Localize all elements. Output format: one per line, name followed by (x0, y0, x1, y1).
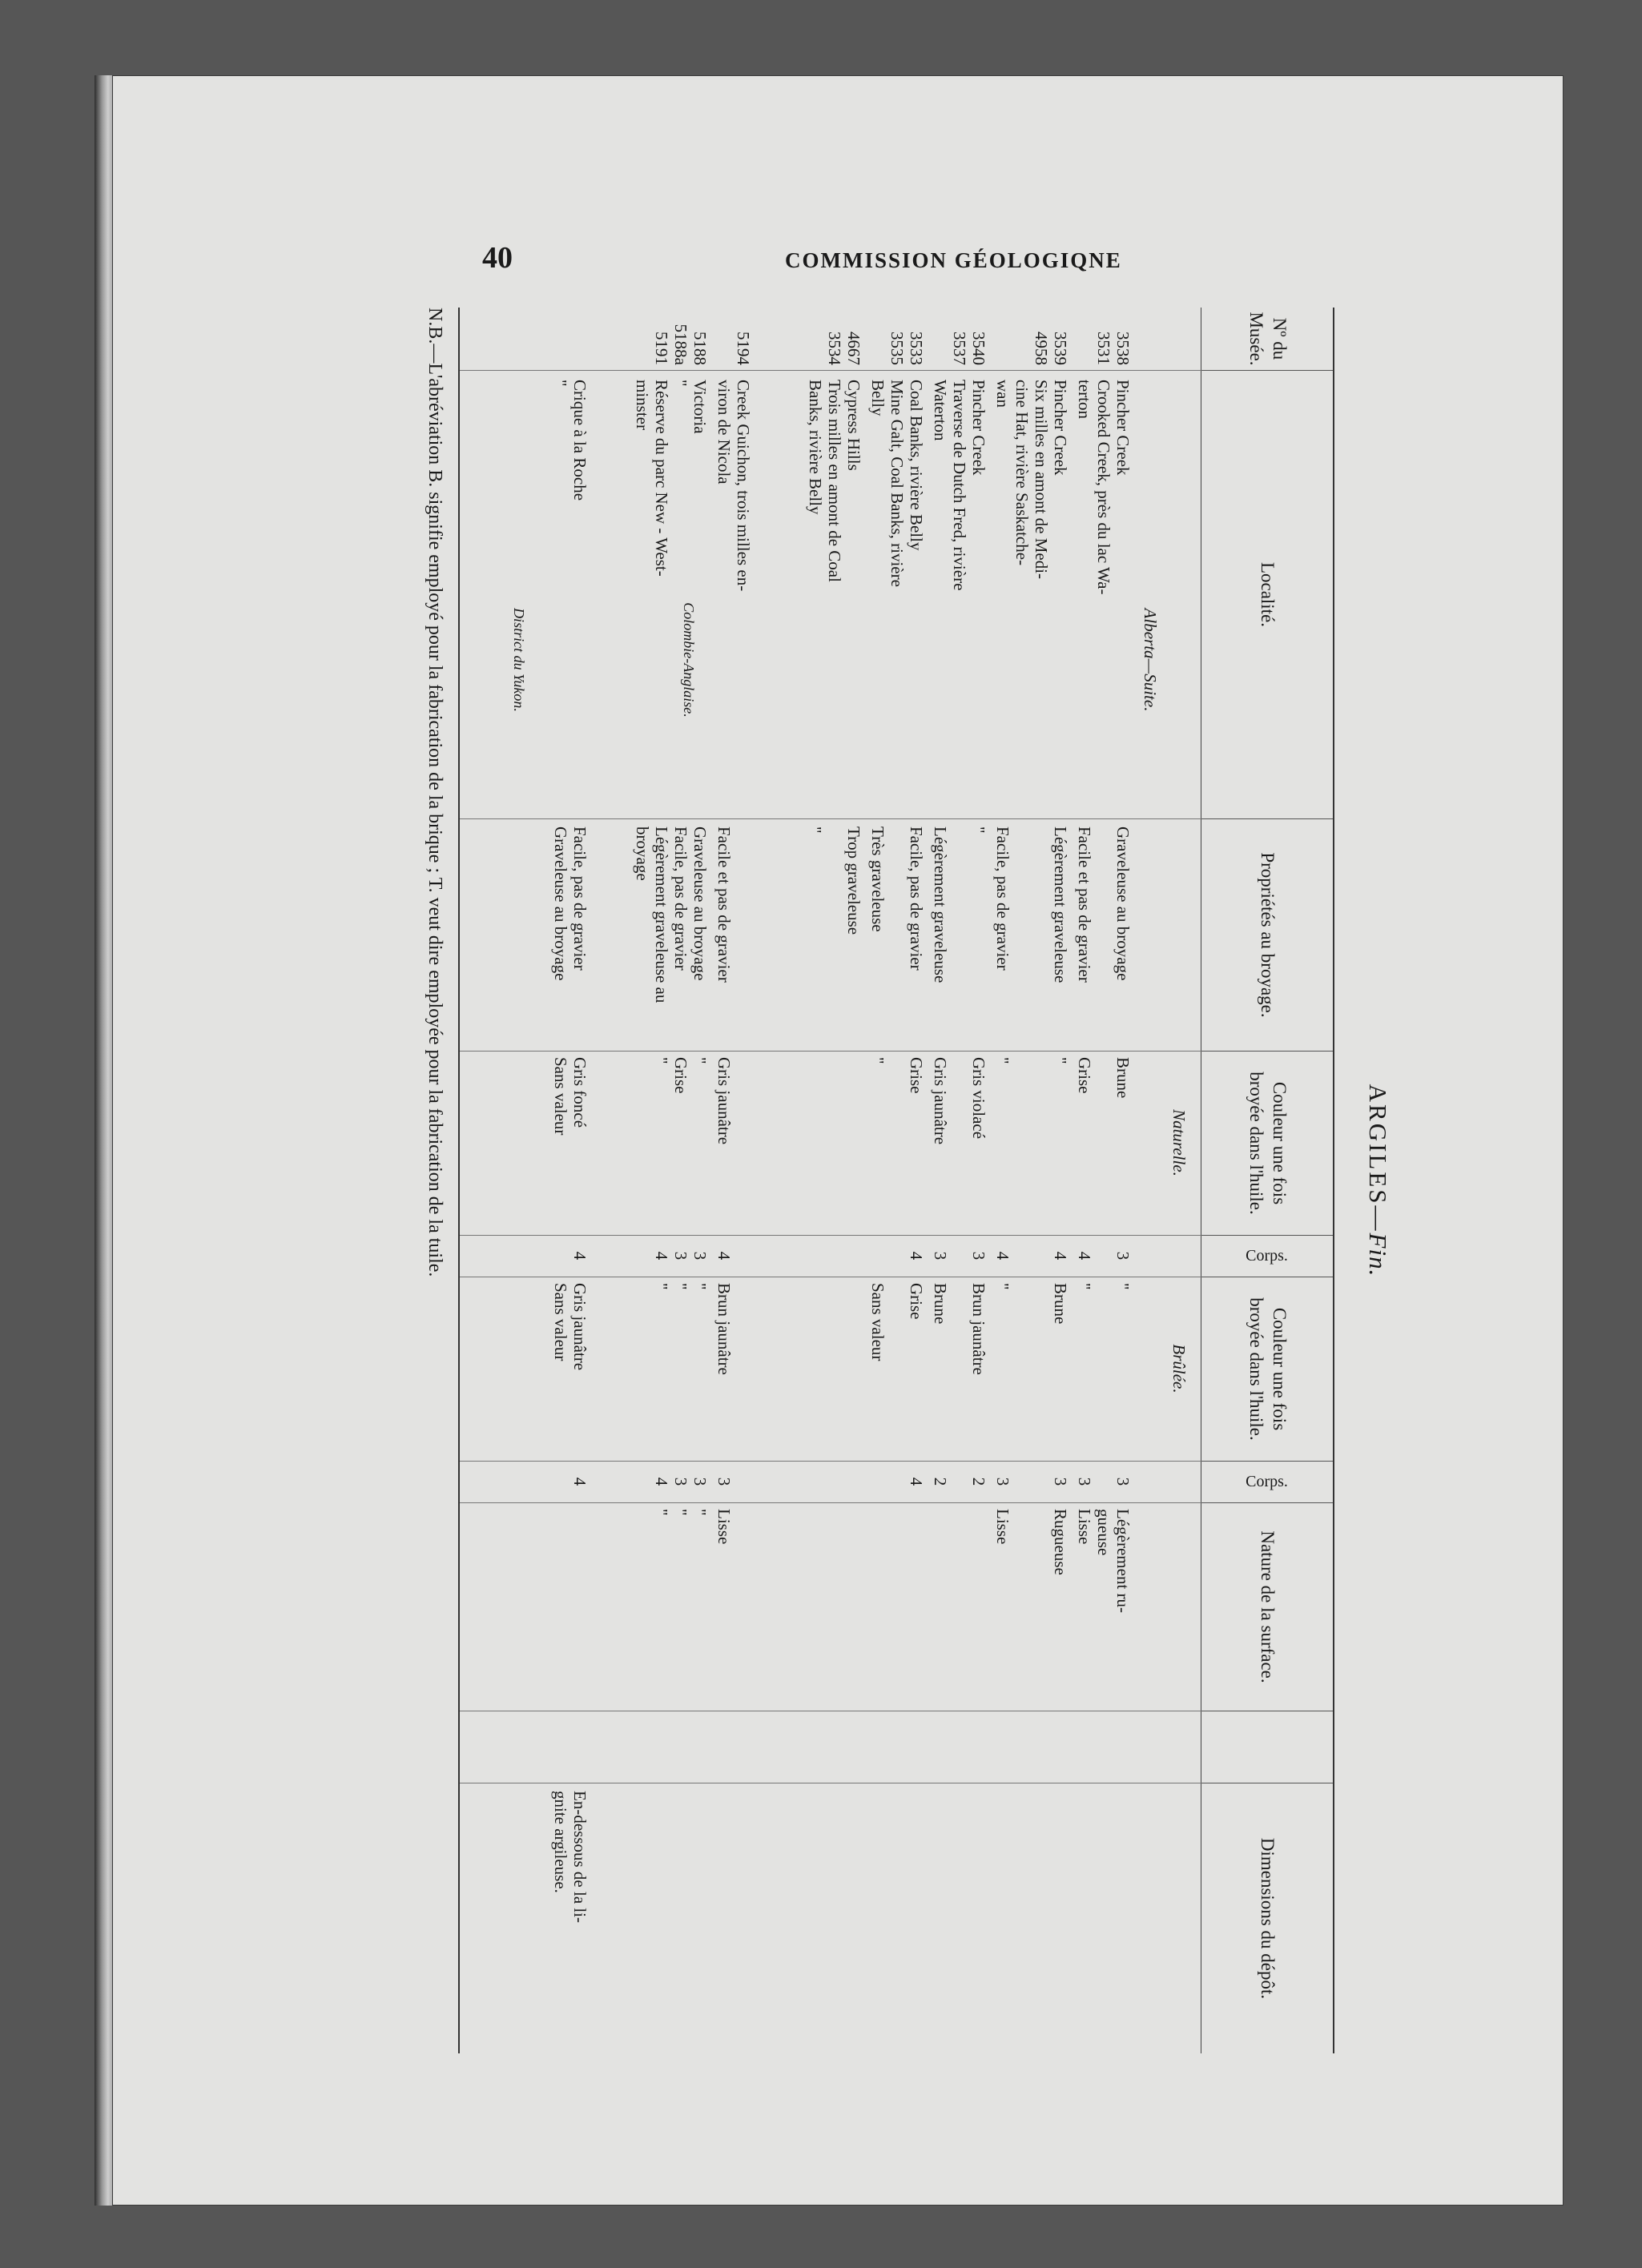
cell-loc: minster (633, 380, 652, 430)
cell-c1: Brune (1113, 1057, 1133, 1099)
table-title (1363, 308, 1392, 2053)
cell-k1: 4 (907, 1251, 926, 1261)
cell-prop: Graveleuse au broyage (1113, 826, 1133, 981)
cell-prop: Facile, pas de gravier (570, 826, 590, 971)
cell-k2: 3 (1075, 1477, 1094, 1486)
cell-c1: Gris jaunâtre (714, 1057, 734, 1145)
cell-loc: wan (993, 380, 1012, 408)
cell-num: 3537 (950, 332, 969, 365)
cell-num: 5188 (690, 332, 710, 365)
cell-k2: 4 (570, 1477, 590, 1486)
cell-c1: Gris jaunâtre (931, 1057, 950, 1145)
cell-prop: Légèrement graveleuse (1051, 826, 1070, 983)
cell-nat: " (652, 1509, 671, 1516)
cell-loc: Banks, rivière Belly (806, 380, 825, 515)
section-alberta: Alberta—Suite. (1141, 608, 1160, 712)
cell-num: 3539 (1051, 332, 1070, 365)
col-header-dimensions: Dimensions du dépôt. (1201, 1783, 1333, 2053)
cell-k1: 4 (1051, 1251, 1070, 1261)
page-number: 40 (482, 241, 513, 275)
cell-k1: 3 (969, 1251, 988, 1261)
cell-loc: cine Hat, rivière Saskatche- (1012, 380, 1032, 566)
table-row (990, 308, 1016, 2053)
cell-nat: Lisse (993, 1509, 1012, 1545)
subheader-row (1166, 308, 1192, 2053)
table-row (928, 308, 953, 2053)
footnote: N.B.—L'abréviation B. signifie employé pour la fabrication de la brique ; T. veut dire employée pour la fabrication de la tuile. (425, 308, 445, 1277)
cell-loc: Pincher Creek (1051, 380, 1070, 476)
cell-dim: En-dessous de la li- (570, 1791, 590, 1924)
cell-num: 3535 (887, 332, 907, 365)
cell-loc: Traverse de Dutch Fred, rivière (950, 380, 969, 591)
cell-c2: Brun jaunâtre (969, 1283, 988, 1375)
cell-c2: Brun jaunâtre (714, 1283, 734, 1375)
cell-prop: Facile et pas de gravier (1075, 826, 1094, 983)
cell-num: 3534 (825, 332, 844, 365)
cell-k2: 3 (1113, 1477, 1133, 1486)
cell-prop: Facile, pas de gravier (671, 826, 690, 971)
cell-nat: Légèrement ru- (1113, 1509, 1133, 1614)
cell-num: 5194 (734, 332, 753, 365)
cell-c2: " (671, 1283, 690, 1290)
cell-k1: 3 (690, 1251, 710, 1261)
cell-k1: 3 (1113, 1251, 1133, 1261)
cell-prop: " (969, 826, 988, 834)
cell-loc: Crique à la Roche (570, 380, 590, 501)
col-header-body-2: Corps. (1201, 1461, 1333, 1502)
cell-loc: " (551, 380, 570, 387)
cell-k2: 3 (993, 1477, 1012, 1486)
cell-loc: Crooked Creek, près du lac Wa- (1094, 380, 1113, 595)
cell-prop: Facile et pas de gravier (714, 826, 734, 983)
subheader-natural: Naturelle. (1169, 1109, 1189, 1176)
cell-prop: broyage (633, 826, 652, 881)
cell-c2: Grise (907, 1283, 926, 1320)
cell-c2: Sans valeur (868, 1283, 887, 1361)
cell-k1: 4 (570, 1251, 590, 1261)
running-title: COMMISSION GÉOLOGIQNE (785, 248, 1122, 272)
cell-num: 4958 (1032, 332, 1051, 365)
cell-c2: " (690, 1283, 710, 1290)
cell-k2: 3 (690, 1477, 710, 1486)
cell-c1: " (868, 1057, 887, 1064)
table-row (803, 308, 828, 2053)
cell-nat: gueuse (1094, 1509, 1113, 1556)
cell-prop: Facile, pas de gravier (993, 826, 1012, 971)
cell-c1: " (690, 1057, 710, 1064)
cell-loc: Victoria (690, 380, 710, 434)
cell-k2: 3 (714, 1477, 734, 1486)
col-header-num: Nº du Musée. (1246, 312, 1290, 366)
clay-table (458, 308, 1334, 2053)
cell-prop: Trop graveleuse (844, 826, 863, 935)
col-header-locality: Localité. (1201, 370, 1333, 818)
cell-loc: Cypress Hills (844, 380, 863, 471)
subheader-burnt: Brûlée. (1169, 1344, 1189, 1393)
cell-nat: " (671, 1509, 690, 1516)
cell-prop: Facile, pas de gravier (907, 826, 926, 971)
cell-loc: " (671, 380, 690, 387)
table-title-main: ARGILES— (1364, 1084, 1392, 1233)
cell-loc: Waterton (931, 380, 950, 441)
cell-k1: 4 (993, 1251, 1012, 1261)
col-header-grinding: Propriétés au broyage. (1201, 818, 1333, 1051)
table-row (1072, 308, 1097, 2053)
cell-k2: 2 (969, 1477, 988, 1486)
cell-c2: " (1113, 1283, 1133, 1290)
cell-prop: Graveleuse au broyage (551, 826, 570, 981)
cell-k2: 3 (671, 1477, 690, 1486)
cell-c2: Sans valeur (551, 1283, 570, 1361)
cell-c1: Gris violacé (969, 1057, 988, 1140)
col-header-color-burnt: Couleur une fois broyée dans l'huile. (1201, 1277, 1333, 1461)
cell-prop: Graveleuse au broyage (690, 826, 710, 981)
section-colombie: Colombie-Anglaise. (681, 602, 697, 718)
cell-c2: Brune (1051, 1283, 1070, 1325)
col-header-color-natural: Couleur une fois broyée dans l'huile. (1201, 1051, 1333, 1235)
cell-c1: Sans valeur (551, 1057, 570, 1136)
col-header-surface: Nature de la surface. (1201, 1502, 1333, 1711)
cell-c1: Grise (907, 1057, 926, 1094)
cell-dim: gnite argileuse. (551, 1791, 570, 1893)
cell-k2: 3 (1051, 1477, 1070, 1486)
cell-loc: Trois milles en amont de Coal (825, 380, 844, 582)
section-yukon: District du Yukon. (511, 608, 527, 712)
cell-c2: Gris jaunâtre (570, 1283, 590, 1371)
col-header-body-1: Corps. (1201, 1235, 1333, 1277)
cell-c1: " (652, 1057, 671, 1064)
cell-c1: " (993, 1057, 1012, 1064)
cell-c2: " (1075, 1283, 1094, 1290)
cell-num: 3533 (907, 332, 926, 365)
cell-loc: terton (1075, 380, 1094, 419)
cell-c1: Grise (671, 1057, 690, 1094)
cell-loc: viron de Nicola (714, 380, 734, 485)
cell-prop: Légèrement graveleuse (931, 826, 950, 983)
table-row (711, 308, 737, 2053)
cell-loc: Pincher Creek (969, 380, 988, 476)
table-row (630, 308, 655, 2053)
cell-loc: Belly (868, 380, 887, 416)
cell-num: 3538 (1113, 332, 1133, 365)
cell-num: 3531 (1094, 332, 1113, 365)
cell-loc: Six milles en amont de Medi- (1032, 380, 1051, 580)
cell-k1: 4 (1075, 1251, 1094, 1261)
cell-num: 4667 (844, 332, 863, 365)
cell-num: 3540 (969, 332, 988, 365)
table-title-suffix: Fin. (1364, 1233, 1392, 1277)
cell-k2: 4 (907, 1477, 926, 1486)
col-header-blank (1201, 1711, 1333, 1783)
cell-c2: " (993, 1283, 1012, 1290)
cell-num: 5191 (652, 332, 671, 365)
cell-k1: 3 (671, 1251, 690, 1261)
cell-nat: Rugueuse (1051, 1509, 1070, 1575)
rotated-table-block (301, 308, 1415, 2053)
cell-k1: 4 (652, 1251, 671, 1261)
cell-k2: 2 (931, 1477, 950, 1486)
cell-loc: Coal Banks, rivière Belly (907, 380, 926, 551)
cell-nat: " (690, 1509, 710, 1516)
cell-c1: " (1051, 1057, 1070, 1064)
cell-loc: Pincher Creek (1113, 380, 1133, 476)
cell-loc: Creek Guichon, trois milles en- (734, 380, 753, 592)
cell-nat: Lisse (1075, 1509, 1094, 1545)
cell-c1: Gris foncé (570, 1057, 590, 1128)
cell-prop: " (806, 826, 825, 834)
table-row (865, 308, 891, 2053)
cell-num: 5188a (671, 324, 690, 365)
table-row (548, 308, 573, 2053)
cell-loc: Réserve du parc New - West- (652, 380, 671, 577)
cell-k1: 4 (714, 1251, 734, 1261)
cell-prop: Très graveleuse (868, 826, 887, 932)
cell-nat: Lisse (714, 1509, 734, 1545)
cell-loc: Mine Galt, Coal Banks, rivière (887, 380, 907, 587)
cell-prop: Légèrement graveleuse au (652, 826, 671, 1003)
cell-c1: Grise (1075, 1057, 1094, 1094)
cell-c2: " (652, 1283, 671, 1290)
cell-k2: 4 (652, 1477, 671, 1486)
cell-k1: 3 (931, 1251, 950, 1261)
cell-c2: Brune (931, 1283, 950, 1325)
